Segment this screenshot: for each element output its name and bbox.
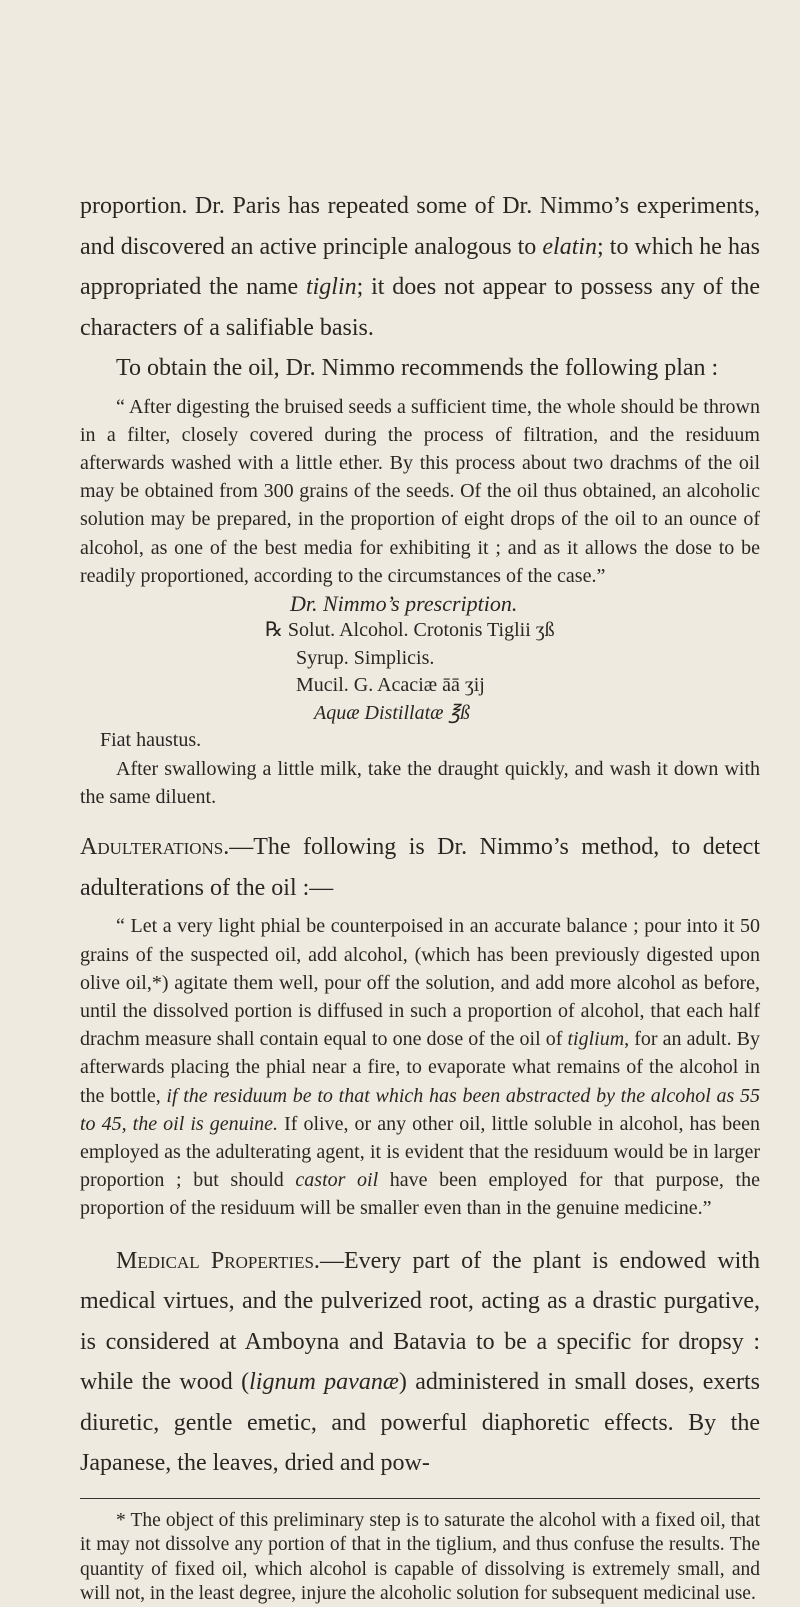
paragraph-text: ) administered in small doses, exerts diuretic, gentle emetic, and powerful diaphoretic effects. By the Japanese, the leaves, dried and pow- <box>80 1369 761 1477</box>
paragraph-directions: After swallowing a little milk, take the draught quickly, and wash it down with the same diluent. <box>80 757 760 809</box>
italic-term: castor oil <box>295 1169 379 1192</box>
paragraph-text: —Every part of the plant is endowed with medical virtues, and the pulverized root, acting as a drastic purgative, is considered at Amboyna and Batavia to be a specific for dropsy : while the wood ( <box>80 1247 760 1396</box>
italic-term: tiglin <box>305 274 357 300</box>
paragraph-text: have been employed for that purpose, the proportion of the residuum will be smaller even than in the genuine medicine.” <box>80 1169 760 1220</box>
section-medical-properties <box>80 1241 760 1484</box>
italic-term: lignum pavanæ <box>249 1369 399 1396</box>
paragraph-intro <box>80 186 760 348</box>
quote-adulteration-method <box>80 912 760 1222</box>
paragraph-text: If olive, or any other oil, little soluble in alcohol, has been employed as the adulterating agent, it is evident that the residuum would be in larger proportion ; but should <box>80 1112 760 1192</box>
footnote: * The object of this preliminary step is to saturate the alcohol with a fixed oil, that it may not dissolve any portion of that in the tiglium, and thus confuse the results. The quantity of fixed oil, which alcohol is capable of dissolving is extremely small, and will not, in the least degree, injure the alcoholic solution for subsequent medicinal use. <box>80 1509 760 1605</box>
prescription-line: Syrup. Simplicis. <box>296 646 435 669</box>
paragraph-text: “ Let a very light phial be counterpoised in an accurate balance ; pour into it 50 grains of the suspected oil, add alcohol, (which has been previously digested upon olive oil,*) agitate them well, pour off the solution, and add more alcohol as before, until the dissolved portion is diffused in such a proportion of alcohol, that each half drachm measure shall contain equal to one dose of the oil of <box>80 915 760 1051</box>
paragraph-text: —The following is Dr. Nimmo’s method, to detect adulterations of the oil :— <box>80 834 760 901</box>
paragraph-text: proportion. Dr. Paris has repeated some of Dr. Nimmo’s experiments, and discovered an active principle analogous to <box>80 193 760 260</box>
prescription-fiat: Fiat haustus. <box>100 729 202 752</box>
prescription-title: Dr. Nimmo’s prescription. <box>290 590 518 616</box>
paragraph-text: , for an adult. By afterwards placing the phial near a fire, to evaporate what remains of the alcohol in the bottle, <box>80 1028 761 1107</box>
prescription-line: Aquæ Distillatæ ℥ß <box>314 701 471 724</box>
paragraph-text: ; it does not appear to possess any of the characters of a salifiable basis. <box>80 274 760 341</box>
paragraph-text: ; to which he has appropriated the name <box>80 233 760 300</box>
section-adulterations <box>80 827 760 908</box>
footnote-divider <box>80 1498 760 1499</box>
prescription-line: Mucil. G. Acaciæ āā ʒij <box>296 674 485 697</box>
paragraph-plan: To obtain the oil, Dr. Nimmo recommends the following plan : <box>116 355 719 381</box>
prescription <box>80 590 760 755</box>
italic-term: tiglium <box>567 1028 625 1051</box>
italic-term: elatin <box>542 233 598 260</box>
prescription-line: ℞ Solut. Alcohol. Crotonis Tiglii ʒß <box>265 619 555 642</box>
section-heading: Adulterations. <box>80 834 230 861</box>
section-heading: Medical Properties. <box>116 1247 320 1274</box>
quote-nimmo-oil: “ After digesting the bruised seeds a sufficient time, the whole should be thrown in a filter, closely covered during the process of filtration, and the residuum afterwards washed with a little ether. By this process about two drachms of the oil may be obtained from 300 grains of the seeds. Of the oil thus obtained, an alcoholic solution may be prepared, in the proportion of eight drops of the oil to an ounce of alcohol, as one of the best media for exhibiting it ; and as it allows the dose to be readily proportioned, according to the circumstances of the case.” <box>80 395 760 587</box>
italic-term: if the residuum be to that which has been abstracted by the alcohol as 55 to 45, the oil is genuine. <box>80 1084 760 1135</box>
